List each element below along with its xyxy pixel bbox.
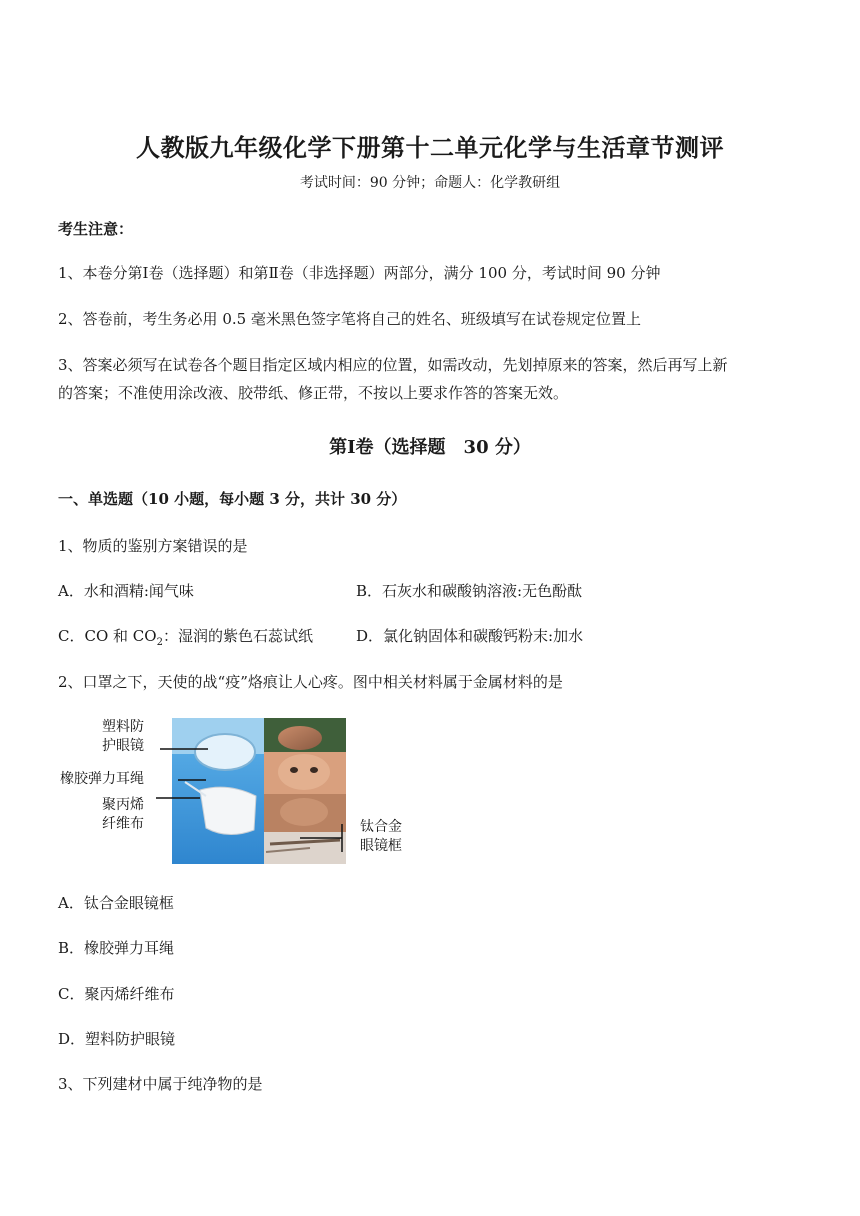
question-stem: 3、下列建材中属于纯净物的是 (58, 1075, 263, 1093)
exam-info: 考试时间：90 分钟；命题人：化学教研组 (299, 175, 561, 191)
notice-item: 3、答案必须写在试卷各个题目指定区域内相应的位置，如需改动，先划掉原来的答案，然后再写上新 (58, 356, 728, 374)
page-title: 人教版九年级化学下册第十二单元化学与生活章节测评 (136, 133, 724, 162)
label-frame-line2: 眼镜框 (360, 838, 402, 854)
option-b: B．橡胶弹力耳绳 (58, 939, 175, 957)
label-ear-loop: 橡胶弹力耳绳 (60, 771, 144, 787)
option-c (58, 625, 313, 648)
nurse-mask-figure (60, 712, 412, 866)
part-title: 一、单选题（10 小题，每小题 3 分，共计 30 分） (58, 490, 407, 508)
label-goggles-line2: 护眼镜 (102, 738, 144, 754)
option-c-suffix: ：湿润的紫色石蕊试纸 (162, 627, 313, 645)
option-b: B．石灰水和碳酸钠溶液:无色酚酞 (356, 582, 583, 600)
label-goggles-line1: 塑料防 (102, 719, 144, 735)
option-d: D．氯化钠固体和碳酸钙粉末:加水 (356, 627, 584, 645)
label-fabric-line2: 纤维布 (102, 816, 144, 832)
option-c: C．聚丙烯纤维布 (58, 985, 175, 1003)
question-stem: 2、口罩之下，天使的战“疫”烙痕让人心疼。图中相关材料属于金属材料的是 (58, 673, 563, 691)
notice-title: 考生注意： (58, 220, 134, 238)
option-c-subscript: 2 (156, 637, 163, 648)
question-stem: 1、物质的鉴别方案错误的是 (58, 537, 248, 555)
notice-item: 2、答卷前，考生务必用 0.5 毫米黑色签字笔将自己的姓名、班级填写在试卷规定位置上 (58, 310, 641, 328)
option-d: D．塑料防护眼镜 (58, 1030, 176, 1048)
option-a: A．钛合金眼镜框 (58, 894, 174, 912)
option-c-prefix: C．CO 和 CO (58, 627, 157, 645)
notice-item: 1、本卷分第Ⅰ卷（选择题）和第Ⅱ卷（非选择题）两部分，满分 100 分，考试时间 90 分钟 (58, 264, 661, 282)
section-title: 第Ⅰ卷（选择题 30 分） (329, 437, 531, 458)
label-fabric-line1: 聚丙烯 (102, 797, 144, 813)
option-a: A．水和酒精:闻气味 (58, 582, 194, 600)
notice-item-continued: 的答案；不准使用涂改液、胶带纸、修正带，不按以上要求作答的答案无效。 (58, 384, 569, 402)
label-frame-line1: 钛合金 (360, 819, 402, 835)
